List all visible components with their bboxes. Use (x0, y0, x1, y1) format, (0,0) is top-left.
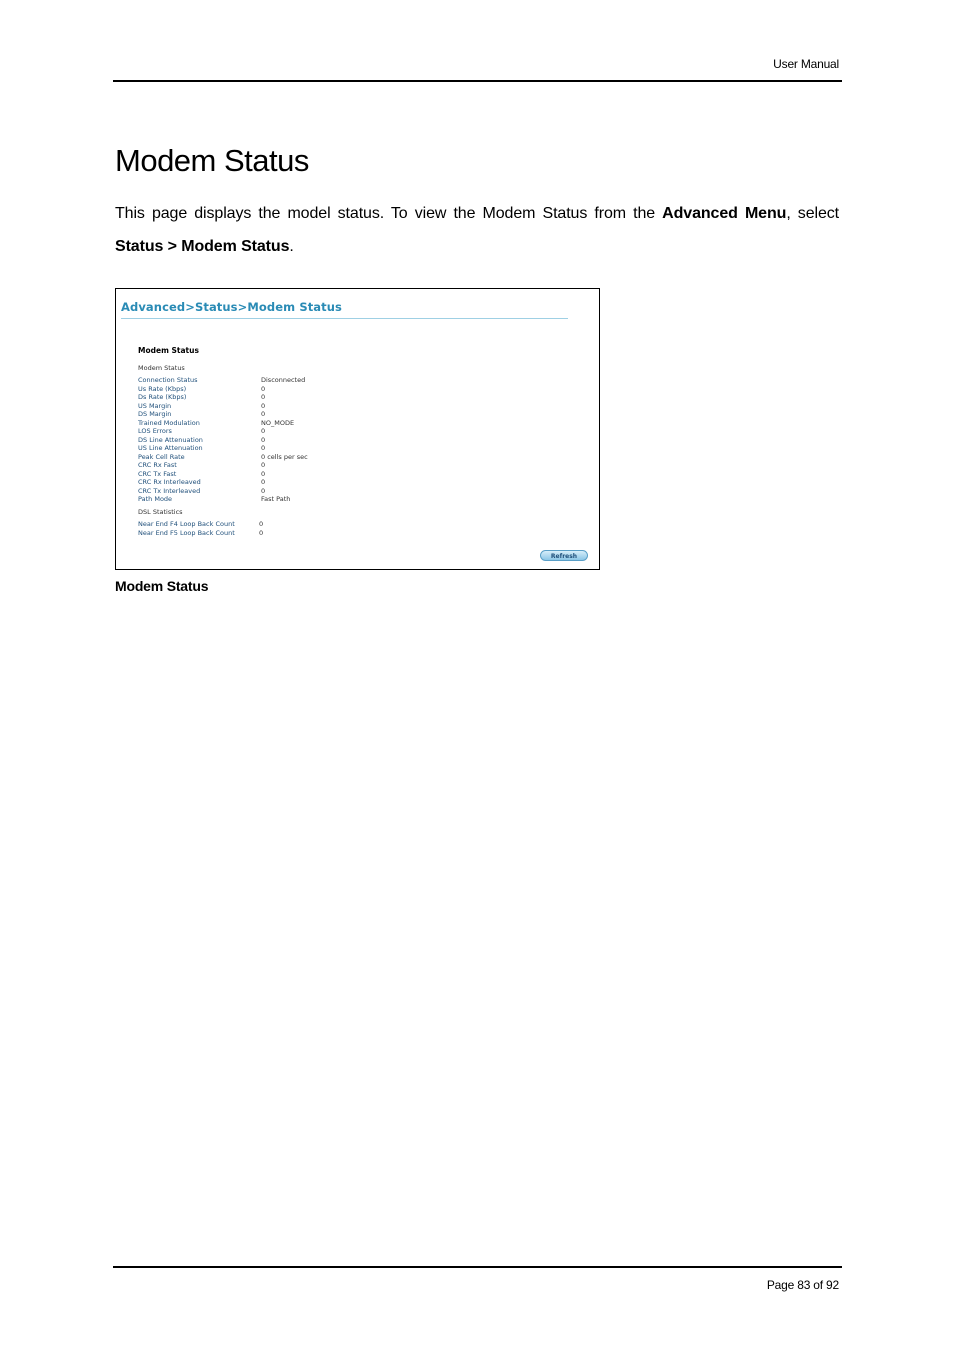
screenshot-breadcrumb: Advanced>Status>Modem Status (121, 300, 342, 314)
status-row (138, 520, 378, 529)
status-row (138, 393, 378, 402)
status-row-label: CRC Tx Fast (138, 469, 177, 478)
status-row-label: Us Rate (Kbps) (138, 384, 187, 393)
status-row (138, 436, 378, 445)
status-row (138, 419, 378, 428)
status-row-label: CRC Tx Interleaved (138, 486, 201, 495)
status-row-value: 0 (261, 384, 266, 393)
status-row-value: Disconnected (261, 376, 306, 384)
status-row (138, 444, 378, 453)
status-row (138, 495, 378, 504)
screenshot-breadcrumb-rule (121, 318, 568, 319)
modem-status-screenshot (115, 288, 600, 570)
status-row-label: Path Mode (138, 495, 173, 503)
status-row-value: 0 (261, 393, 266, 401)
status-row-value: 0 (261, 469, 266, 478)
status-row-value: 0 cells per sec (261, 452, 308, 461)
status-row (138, 427, 378, 436)
status-table (138, 376, 378, 504)
status-row (138, 487, 378, 496)
status-row-label: Peak Cell Rate (138, 452, 185, 461)
refresh-button[interactable]: Refresh (540, 550, 588, 561)
status-row (138, 461, 378, 470)
status-row-value: 0 (261, 486, 266, 495)
status-row-label: Connection Status (138, 376, 198, 384)
status-row (138, 410, 378, 419)
status-row-label: CRC Rx Interleaved (138, 478, 201, 486)
intro-bold-path: Status > Modem Status (115, 238, 290, 255)
status-row (138, 376, 378, 385)
status-row-value: 0 (261, 427, 266, 435)
status-row-label: DS Line Attenuation (138, 435, 203, 444)
status-row-label: US Line Attenuation (138, 444, 203, 452)
screenshot-section-title: Modem Status (138, 346, 199, 355)
stats-title: DSL Statistics (138, 508, 183, 516)
status-row-value: 0 (259, 528, 264, 537)
status-row-value: 0 (261, 478, 266, 486)
intro-text-2: , select (786, 205, 839, 222)
intro-text-3: . (289, 238, 294, 255)
status-row (138, 529, 378, 538)
status-row-label: LOS Errors (138, 427, 172, 435)
footer-page-number: Page 83 of 92 (766, 1278, 839, 1292)
status-row-value: 0 (261, 461, 266, 469)
status-row-value: Fast Path (261, 495, 291, 503)
screenshot-subsection-title: Modem Status (138, 364, 185, 372)
status-row-label: Near End F5 Loop Back Count (138, 528, 235, 537)
status-row-value: 0 (261, 401, 266, 410)
status-row-label: Trained Modulation (138, 418, 200, 427)
status-row-label: Near End F4 Loop Back Count (138, 520, 235, 528)
status-row-value: 0 (261, 435, 266, 444)
figure-caption: Modem Status (115, 578, 209, 594)
header-text: User Manual (773, 57, 839, 71)
status-row (138, 453, 378, 462)
status-row-value: 0 (261, 410, 266, 418)
intro-paragraph (115, 197, 839, 263)
stats-table (138, 520, 378, 537)
intro-text-1: This page displays the model status. To view the Modem Status from the (115, 205, 663, 222)
page-title: Modem Status (115, 143, 309, 178)
status-row-label: US Margin (138, 401, 172, 410)
status-row-label: CRC Rx Fast (138, 461, 177, 469)
status-row-value: 0 (261, 444, 266, 452)
status-row (138, 470, 378, 479)
status-row-value: NO_MODE (261, 418, 295, 427)
status-row (138, 478, 378, 487)
status-row-value: 0 (259, 520, 264, 528)
header-rule (113, 80, 842, 82)
footer-rule (113, 1266, 842, 1268)
status-row-label: Ds Rate (Kbps) (138, 393, 187, 401)
status-row (138, 385, 378, 394)
status-row (138, 402, 378, 411)
status-row-label: DS Margin (138, 410, 172, 418)
intro-bold-advanced-menu: Advanced Menu (662, 205, 787, 222)
